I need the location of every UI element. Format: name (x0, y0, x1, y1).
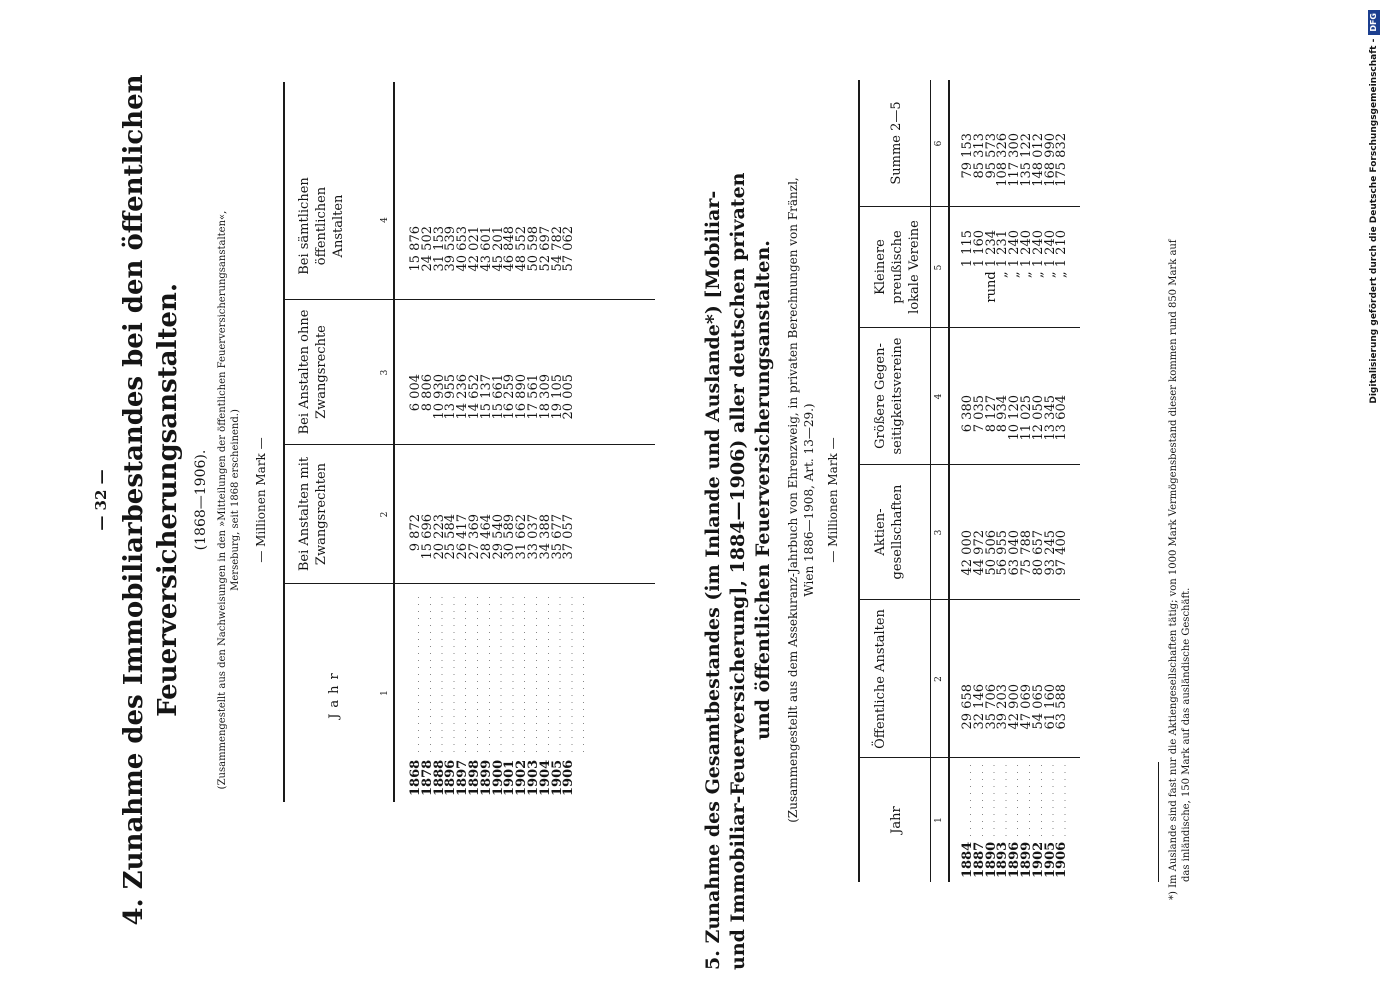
section5-col3-values: 42 000 44 972 50 506 56 955 63 040 75 788 80 657 93 245 97 400 (960, 530, 1070, 576)
section4-col4-values: 15 876 24 502 31 153 39 539 40 653 42 021 43 601 45 201 46 848 48 552 50 598 52 697 54 782 57 062 (408, 226, 577, 272)
section5-heading-line2: und Immobiliar-Feuerversicherung], 1884—1906) aller deutschen privaten (727, 172, 749, 970)
section5-colno-2: 2 (934, 676, 944, 682)
section5-col5-values: 1 115 1 160 rund 1 234 „ 1 231 „ 1 240 „ 1 240 „ 1 240 „ 1 240 „ 1 210 (960, 230, 1070, 303)
dfg-logo: DFG (1368, 10, 1380, 35)
section5-heading-line1: 5. Zunahme des Gesamtbestandes (im Inlande und Auslande*) [Mobiliar- (702, 190, 724, 970)
section4-heading-line2: Feuerversicherungsanstalten. (153, 283, 183, 717)
section5-colno-6: 6 (934, 140, 944, 147)
section5-source-line1: (Zusammengestellt aus dem Assekuranz-Jahrbuch von Ehrenzweig, in privaten Berechnungen von Fränzl, (786, 177, 800, 823)
section4-colno-4: 4 (380, 217, 390, 223)
section5-colno-1: 1 (934, 817, 944, 823)
section5-years-column: 1884 1887 1890 1893 1896 1899 1902 1905 1906 (960, 841, 1070, 878)
section5-source-line2: Wien 1886—1908, Art. 13—29.) (802, 403, 816, 597)
section4-header-mit-zwang: Bei Anstalten mit Zwangsrechten (297, 456, 329, 572)
funding-credit (1368, 10, 1380, 990)
funding-credit-text: Digitalisierung gefördert durch die Deutsche Forschungsgemeinschaft - (1369, 38, 1379, 404)
section5-heading-line3: und öffentlichen Feuerversicherungsanstalten. (752, 240, 774, 740)
section4-dot-leaders (418, 592, 584, 752)
section4-colno-2: 2 (380, 511, 390, 518)
section4-header-ohne-zwang: Bei Anstalten ohne Zwangsrechte (297, 309, 329, 435)
section5-colno-3: 3 (934, 529, 944, 536)
section5-header-kleinere: Kleinere preußische lokale Vereine (873, 220, 922, 314)
section5-unit: — Millionen Mark — (826, 437, 840, 563)
section5-dot-leaders (970, 764, 1074, 836)
footnote-line1: *) Im Auslande sind fast nur die Aktiengesellschaften tätig; von 1000 Mark Vermögensbestand dieser kommen rund 850 Mark auf (1168, 239, 1179, 900)
footnote-separator (1158, 762, 1159, 882)
section5-col2-values: 29 658 32 146 35 706 39 203 42 900 47 069 54 065 61 160 63 588 (960, 684, 1070, 730)
section4-years-column: 1868 1878 1888 1896 1897 1898 1899 1900 1901 1902 1903 1904 1905 1906 (408, 759, 577, 796)
section4-colno-1: 1 (380, 690, 390, 696)
section5-col6-values: 79 153 85 313 95 573 108 326 117 300 135 122 148 012 168 990 175 832 (960, 133, 1070, 187)
footnote-line2: das inländische, 150 Mark auf das ausländische Geschäft. (1181, 587, 1192, 882)
section4-source-line1: (Zusammengestellt aus den Nachweisungen in den »Mitteilungen der öffentlichen Feuerversicherungsanstalten«, (217, 210, 228, 790)
section4-header-jahr: Jahr (327, 667, 342, 719)
section5-header-summe: Summe 2—5 (889, 101, 904, 185)
section5-header-oeffentliche: Öffentliche Anstalten (873, 609, 888, 749)
section4-source-line2: Merseburg, seit 1868 erscheinend.) (230, 409, 241, 591)
section4-colno-3: 3 (380, 369, 390, 376)
section5-col4-values: 6 380 7 035 8 127 8 934 10 120 11 025 12 050 13 345 13 604 (960, 395, 1070, 441)
page-number: — 32 — (92, 469, 110, 531)
section4-header-saemtliche: Bei sämtlichen öffentlichen Anstalten (297, 177, 346, 275)
section4-years-range: (1868—1906). (193, 449, 209, 551)
section5-header-gegenseitigkeit: Größere Gegen-seitigkeitsvereine (873, 337, 905, 455)
section5-header-jahr: Jahr (889, 806, 904, 834)
section4-heading-line1: 4. Zunahme des Immobiliarbestandes bei den öffentlichen (119, 74, 149, 926)
section4-unit: — Millionen Mark — (254, 437, 268, 563)
section4-col3-values: 6 004 8 806 10 930 13 955 14 236 14 652 15 137 15 661 16 259 16 890 17 561 18 309 19 105 20 005 (408, 374, 577, 420)
section5-colno-5: 5 (934, 264, 944, 271)
section4-col2-values: 9 872 15 696 20 223 25 584 26 417 27 369 28 464 29 540 30 589 31 662 33 037 34 388 35 677 37 057 (408, 514, 577, 560)
section5-colno-4: 4 (934, 393, 944, 400)
section5-header-aktien: Aktien-gesellschaften (873, 484, 905, 580)
